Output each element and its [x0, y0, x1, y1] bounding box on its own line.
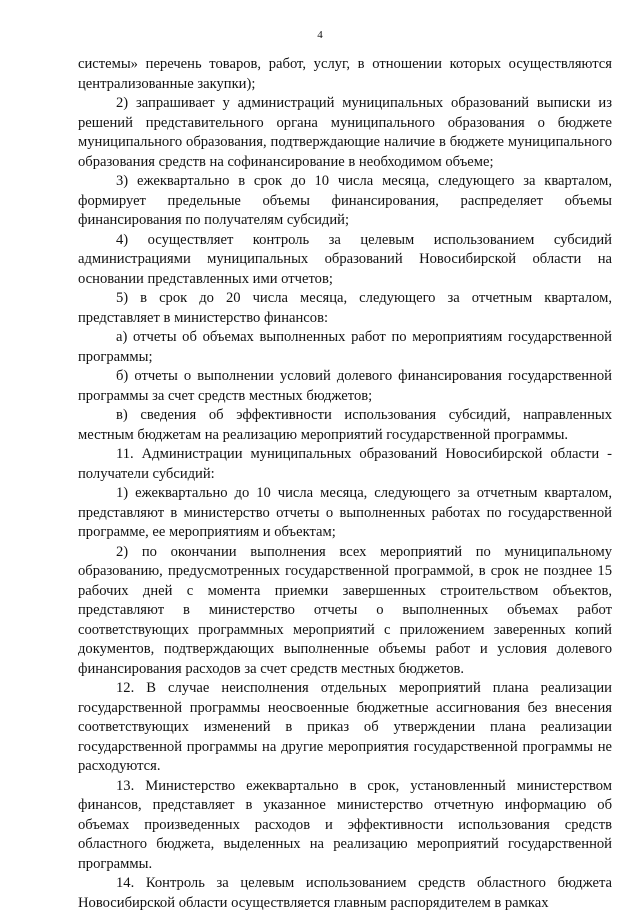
paragraph-clause-13: 13. Министерство ежеквартально в срок, установленный министерством финансов, представляет в указанное министерство отчетную информацию об объемах произведенных расходов и эффективности использования средств областного бюджета, выделенных на реализацию мероприятий государственной программы. [78, 777, 612, 872]
paragraph-clause-11-item-1: 1) ежеквартально до 10 числа месяца, следующего за отчетным кварталом, представляют в министерство отчеты о выполненных работах по государственной программе, ее мероприятиям и объектам; [78, 485, 612, 540]
paragraph-item-5b: б) отчеты о выполнении условий долевого финансирования государственной программы за счет средств местных бюджетов; [78, 368, 612, 404]
paragraph-item-5a: а) отчеты об объемах выполненных работ по мероприятиям государственной программы; [78, 329, 612, 365]
paragraph-item-2: 2) запрашивает у администраций муниципальных образований выписки из решений представительного органа муниципального образования о бюджете муниципального образования, подтверждающие наличие в бюджете муниципального образования средств на софинансирование в необходимом объеме; [78, 95, 612, 170]
paragraph-continuation: системы» перечень товаров, работ, услуг, в отношении которых осуществляются централизованные закупки); [78, 56, 612, 92]
document-body [78, 55, 612, 913]
paragraph-clause-11-item-2: 2) по окончании выполнения всех мероприятий по муниципальному образованию, предусмотренных государственной программой, в срок не позднее 15 рабочих дней с момента приемки завершенных строительством объектов, представляют в министерство отчеты о выполненных объемах работ соответствующих программных мероприятий с приложением заверенных копий документов, подтверждающих выполненные объемы работ и условия долевого финансирования расходов за счет средств местных бюджетов. [78, 543, 612, 677]
paragraph-clause-11: 11. Администрации муниципальных образований Новосибирской области - получатели субсидий: [78, 446, 612, 482]
paragraph-item-3: 3) ежеквартально в срок до 10 числа месяца, следующего за кварталом, формирует предельные объемы финансирования, распределяет объемы финансирования по получателям субсидий; [78, 173, 612, 228]
paragraph-item-5c: в) сведения об эффективности использования субсидий, направленных местным бюджетам на реализацию мероприятий государственной программы. [78, 407, 612, 443]
paragraph-item-5: 5) в срок до 20 числа месяца, следующего за отчетным кварталом, представляет в министерство финансов: [78, 290, 612, 326]
page-number: 4 [317, 29, 323, 41]
paragraph-clause-12: 12. В случае неисполнения отдельных мероприятий плана реализации государственной программы неосвоенные бюджетные ассигнования без внесения соответствующих изменений в приказ об утверждении плана реализации государственной программы на другие мероприятия государственной программы не расходуются. [78, 680, 612, 774]
paragraph-item-4: 4) осуществляет контроль за целевым использованием субсидий администрациями муниципальных образований Новосибирской области на основании представленных ими отчетов; [78, 231, 612, 287]
paragraph-clause-14: 14. Контроль за целевым использованием средств областного бюджета Новосибирской области осуществляется главным распорядителем в рамках [78, 875, 612, 911]
